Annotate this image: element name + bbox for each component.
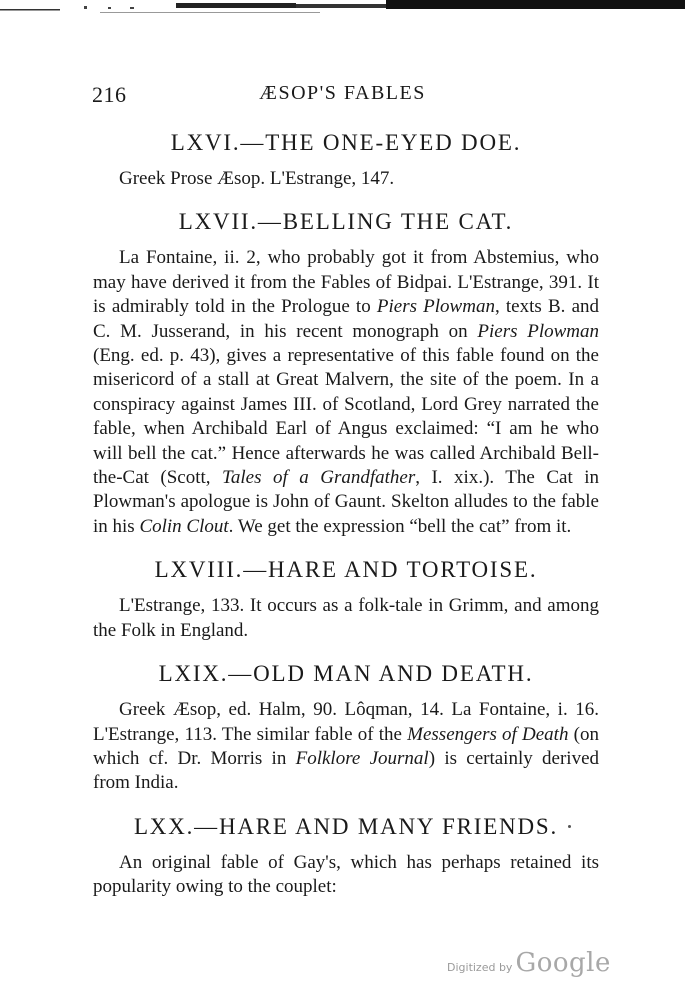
text-run: ) is certainly derived from India.	[93, 747, 599, 794]
italic-title: Tales of a Grandfather	[222, 467, 416, 489]
text-run: Greek Æsop, ed. Halm, 90. Lôqman, 14. La Fontaine, i. 16. L'Estrange, 113. The similar fable of the	[93, 699, 599, 745]
italic-title: Messengers of Death	[407, 723, 569, 745]
text-run: La Fontaine, ii. 2, who probably got it from Abstemius, who may have derived it from the Fables of Bidpai. L'Estrange, 391. It is admirably told in the Prologue to	[93, 247, 599, 318]
watermark-prefix: Digitized by	[447, 961, 513, 974]
section-heading: LXIX.—OLD MAN AND DEATH.	[158, 661, 534, 687]
google-watermark	[447, 948, 611, 978]
italic-title: Piers Plowman	[376, 296, 495, 318]
fable-note-section	[93, 812, 599, 900]
scan-speck	[568, 825, 571, 828]
italic-title: Folklore Journal	[295, 747, 429, 769]
text-run: , texts B. and C. M. Jusserand, in his recent monograph on	[93, 296, 599, 342]
text-run: (on which cf. Dr. Morris in	[93, 723, 599, 769]
text-run: An original fable of Gay's, which has perhaps retained its popularity owing to the couplet:	[93, 851, 599, 898]
running-head: ÆSOP'S FABLES	[259, 82, 426, 104]
text-run: . We get the expression “bell the cat” from it.	[228, 515, 572, 537]
fable-note-section	[93, 555, 599, 643]
italic-title: Colin Clout	[139, 515, 229, 537]
text-run: (Eng. ed. p. 43), gives a representative of this fable found on the misericord of a stall at Great Malvern, the site of the poem. In a conspiracy against James III. of Scotland, Lord Grey narrated the fable, when Archibald Earl of Angus exclaimed: “I am he who will bell the cat.” Hence afterwards he was called Archibald Bell-the-Cat (Scott,	[93, 345, 599, 489]
section-text	[93, 594, 599, 643]
text-run: , I. xix.). The Cat in Plowman's apologue is John of Gaunt. Skelton alludes to the fable in his	[93, 467, 599, 537]
section-heading: LXVII.—BELLING THE CAT.	[178, 209, 514, 235]
section-heading: LXVI.—THE ONE-EYED DOE.	[170, 130, 522, 155]
section-text	[93, 851, 599, 900]
page-body	[93, 128, 599, 916]
fable-note-section	[93, 128, 599, 191]
italic-title: Piers Plowman	[477, 320, 599, 342]
page-header	[0, 82, 685, 112]
section-text	[93, 167, 599, 191]
text-run: L'Estrange, 133. It occurs as a folk-tale in Grimm, and among the Folk in England.	[93, 595, 599, 641]
section-text	[93, 246, 599, 539]
section-heading: LXVIII.—HARE AND TORTOISE.	[154, 557, 538, 583]
fable-note-section	[93, 207, 599, 539]
text-run: Greek Prose Æsop. L'Estrange, 147.	[119, 168, 395, 189]
fable-note-section	[93, 659, 599, 796]
page-number: 216	[92, 82, 127, 107]
section-heading: LXX.—HARE AND MANY FRIENDS.	[133, 813, 559, 839]
google-logo: Google	[515, 948, 611, 978]
section-text	[93, 698, 599, 796]
top-scan-rule	[0, 0, 685, 14]
